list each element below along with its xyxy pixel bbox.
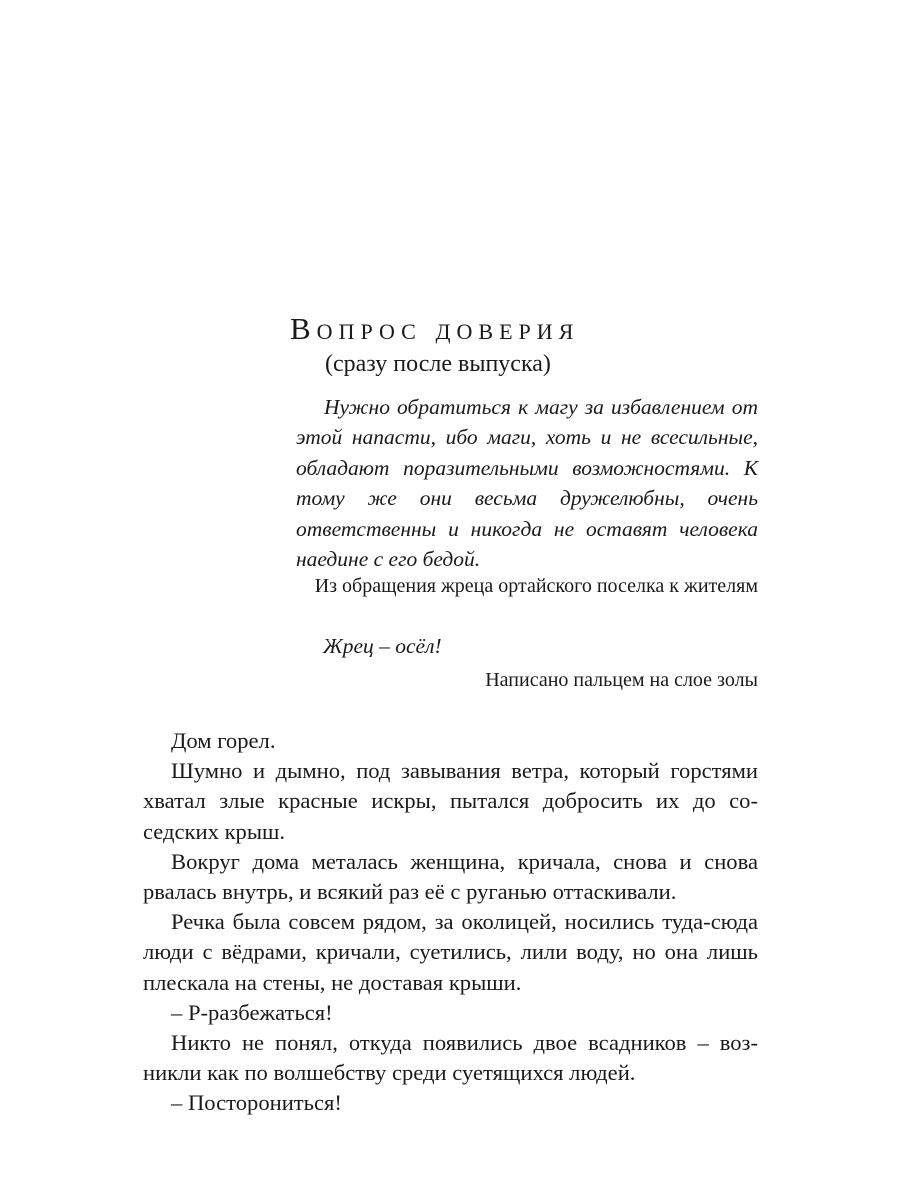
chapter-title: Вопрос доверия [290, 311, 580, 346]
epigraph-text: Нужно обратиться к магу за избавлением от этой напасти, ибо маги, хоть и не всесильные, обладают поразительными возможностями. К тому же они весьма дружелюбны, очень ответственны и никогда не оставят человека наедине с его бедой. [296, 395, 758, 572]
paragraph: Шумно и дымно, под завывания ветра, который горстями хватал злые красные искры, пытался добросить их до соседских крыш. [143, 758, 758, 844]
chapter-body [143, 726, 758, 1119]
paragraph: – Посторониться! [171, 1090, 342, 1116]
paragraph: – Р-разбежаться! [171, 999, 333, 1025]
paragraph: Речка была совсем рядом, за околицей, носились туда-сюда люди с вёдрами, кричали, суетились, лили воду, но она лишь плескала на стены, не доставая крыши. [143, 909, 758, 995]
paragraph: Дом горел. [171, 728, 276, 753]
paragraph: Вокруг дома металась женщина, кричала, снова и снова рвалась внутрь, и всякий раз её с руганью оттаскивали. [143, 848, 758, 905]
epigraph-source: Из обращения жреца ортайского поселка к жителям [314, 575, 758, 597]
paragraph: Никто не понял, откуда появились двое всадников – возникли как по волшебству среди суетящихся людей. [143, 1030, 758, 1086]
epigraph-source: Написано пальцем на слое золы [485, 669, 758, 691]
epigraph-text: Жрец – осёл! [323, 634, 442, 658]
chapter-subtitle: (сразу после выпуска) [325, 351, 551, 377]
